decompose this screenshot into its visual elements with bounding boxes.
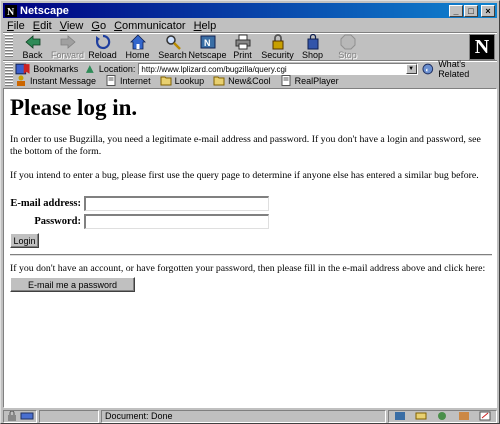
- internet-link[interactable]: Internet: [105, 75, 151, 86]
- forward-button[interactable]: Forward: [50, 34, 85, 60]
- menu-help[interactable]: Help: [193, 20, 217, 32]
- home-icon: [130, 34, 146, 50]
- person-icon: [15, 75, 27, 86]
- window-title: Netscape: [20, 4, 69, 17]
- netscape-app-icon: [5, 5, 17, 17]
- netscape-icon: [200, 34, 216, 50]
- discussion-icon[interactable]: [458, 411, 470, 421]
- home-button[interactable]: Home: [120, 34, 155, 60]
- mail-icon[interactable]: [415, 411, 427, 421]
- print-button[interactable]: Print: [225, 34, 260, 60]
- status-security-cell[interactable]: [3, 410, 37, 423]
- svg-text:◐: ◐: [425, 66, 430, 74]
- email-row: [10, 194, 490, 212]
- reload-button[interactable]: Reload: [85, 34, 120, 60]
- forgot-password-paragraph: If you don't have an account, or have forgotten your password, then please fill in the e-mail address above and click here:: [10, 263, 486, 274]
- navigator-icon[interactable]: [394, 411, 406, 421]
- page-icon: [280, 75, 292, 86]
- printer-icon: [235, 34, 251, 50]
- svg-text:N: N: [7, 6, 15, 17]
- status-bar: [3, 409, 497, 423]
- password-label: Password:: [34, 215, 81, 227]
- forward-arrow-icon: [60, 34, 76, 50]
- shop-button[interactable]: Shop: [295, 34, 330, 60]
- folder-icon: [213, 75, 225, 86]
- email-field[interactable]: [84, 196, 269, 211]
- folder-icon: [160, 75, 172, 86]
- personal-grip[interactable]: [5, 75, 13, 86]
- component-bar: [388, 410, 497, 423]
- navigation-toolbar: [3, 34, 497, 60]
- page-content: [3, 88, 497, 408]
- menu-go[interactable]: Go: [91, 20, 107, 32]
- title-bar[interactable]: [3, 3, 497, 18]
- lookup-link[interactable]: Lookup: [160, 75, 205, 86]
- intro-paragraph: In order to use Bugzilla, you need a legitimate e-mail address and password. If you don't have a login and password, see the bottom of the form.: [10, 134, 481, 157]
- location-label: Location:: [98, 64, 136, 74]
- menu-bar: [3, 19, 497, 33]
- search-button[interactable]: Search: [155, 34, 190, 60]
- url-text: http://www.lplizard.com/bugzilla/query.cgi: [141, 64, 287, 74]
- password-row: [10, 212, 490, 230]
- newcool-link[interactable]: New&Cool: [213, 75, 271, 86]
- shopping-bag-icon: [305, 34, 321, 50]
- minimize-button[interactable]: _: [449, 5, 463, 17]
- search-icon: [165, 34, 181, 50]
- menu-edit[interactable]: Edit: [32, 20, 52, 32]
- security-lock-icon: [6, 411, 18, 421]
- login-button[interactable]: Login: [10, 233, 39, 248]
- realplayer-link[interactable]: RealPlayer: [280, 75, 339, 86]
- connection-icon: [20, 411, 34, 421]
- instant-message-link[interactable]: Instant Message: [15, 75, 96, 86]
- stop-icon: [340, 34, 356, 50]
- url-dropdown-arrow[interactable]: ▼: [406, 64, 417, 74]
- email-label: E-mail address:: [10, 197, 81, 209]
- progress-cell: [39, 410, 99, 423]
- close-button[interactable]: ×: [481, 5, 495, 17]
- menu-communicator[interactable]: Communicator: [114, 20, 186, 32]
- back-button[interactable]: Back: [15, 34, 50, 60]
- bookmarks-label[interactable]: Bookmarks: [33, 64, 79, 74]
- password-field[interactable]: [84, 214, 269, 229]
- reload-icon: [95, 34, 111, 50]
- back-arrow-icon: [25, 34, 41, 50]
- menu-view[interactable]: View: [59, 20, 84, 32]
- email-password-button[interactable]: E-mail me a password: [10, 277, 135, 292]
- maximize-button[interactable]: □: [464, 5, 478, 17]
- chat-icon[interactable]: [436, 411, 448, 421]
- svg-text:N: N: [203, 38, 210, 48]
- netscape-button[interactable]: N Netscape: [190, 34, 225, 60]
- page-icon: [105, 75, 117, 86]
- personal-toolbar: [3, 74, 497, 87]
- toolbar-grip[interactable]: [5, 34, 13, 58]
- query-paragraph: If you intend to enter a bug, please first use the query page to determine if anyone else has entered a similar bug before.: [10, 170, 479, 181]
- netscape-logo[interactable]: N: [469, 34, 495, 60]
- page-title: Please log in.: [10, 95, 138, 120]
- composer-icon[interactable]: [479, 411, 491, 421]
- stop-button[interactable]: Stop: [330, 34, 365, 60]
- padlock-icon: [270, 34, 286, 50]
- status-text: Document: Done: [101, 410, 386, 423]
- security-button[interactable]: Security: [260, 34, 295, 60]
- horizontal-rule: [10, 254, 492, 256]
- whats-related-button[interactable]: ◐ What's Related: [422, 59, 497, 79]
- menu-file[interactable]: File: [7, 20, 25, 32]
